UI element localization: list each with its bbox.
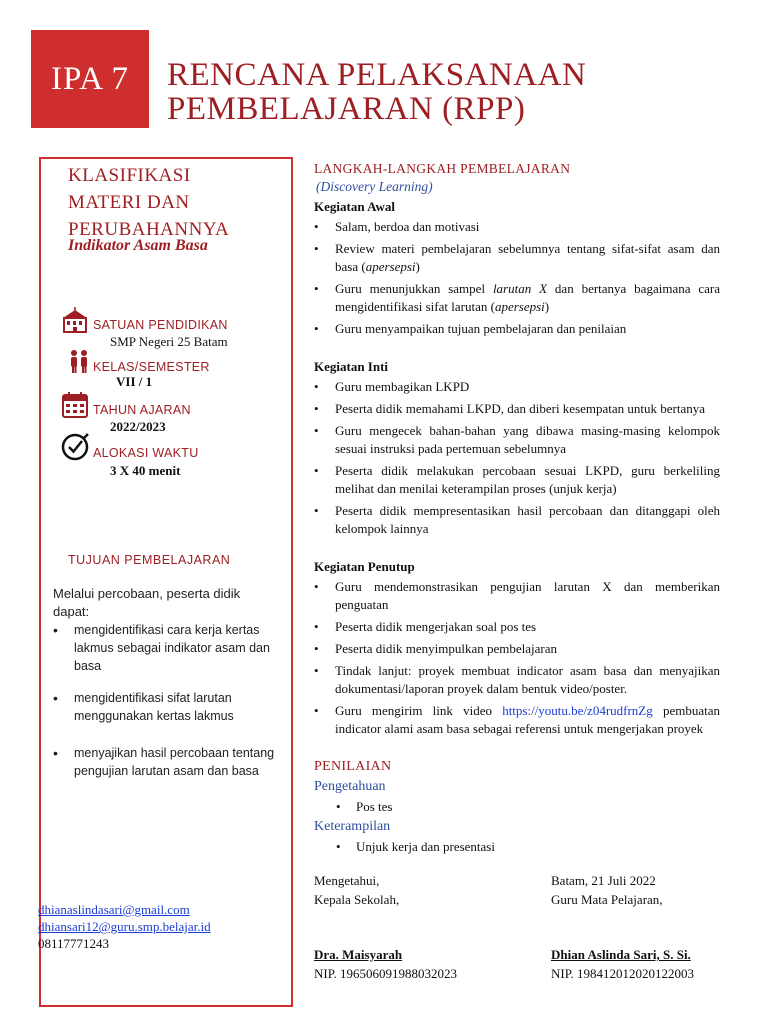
subject-badge (31, 30, 149, 128)
left-panel-frame (39, 157, 293, 1007)
list-item: • Peserta didik memahami LKPD, dan diberi kesempatan untuk bertanya (314, 400, 720, 418)
title-line-1: RENCANA PELAKSANAAN (167, 57, 587, 93)
learning-model: (Discovery Learning) (316, 179, 433, 194)
topic-line-2: MATERI DAN (68, 192, 190, 213)
list-item: • Peserta didik mempresentasikan hasil percobaan dan ditanggapi oleh kelompok lainnya (314, 502, 720, 538)
topic-subtitle: Indikator Asam Basa (68, 237, 208, 254)
skills-item: • Unjuk kerja dan presentasi (314, 838, 720, 856)
knowledge-label: Pengetahuan (314, 779, 386, 794)
time-label: ALOKASI WAKTU (93, 446, 199, 460)
learning-steps-column (314, 160, 720, 858)
list-item: • Guru mengecek bahan-bahan yang dibawa masing-masing kelompok sesuai instruksi pada pertemuan sebelumnya (314, 422, 720, 458)
signature-principal (314, 871, 457, 983)
signature-left-line2: Kepala Sekolah, (314, 892, 400, 907)
signature-left-line1: Mengetahui, (314, 873, 380, 888)
teacher-nip: NIP. 198412012020122003 (551, 966, 695, 981)
kegiatan-inti-list (314, 378, 720, 538)
topic-line-3: PERUBAHANNYA (68, 219, 230, 240)
signature-right-line1: Batam, 21 Juli 2022 (551, 873, 656, 888)
principal-nip: NIP. 196506091988032023 (314, 966, 458, 981)
list-item: • Guru menunjukkan sampel larutan X dan bertanya bagaimana cara mengidentifikasi sifat larutan (apersepsi) (314, 280, 720, 316)
kegiatan-awal-list (314, 218, 720, 338)
kegiatan-penutup-title: Kegiatan Penutup (314, 559, 415, 574)
teacher-name: Dhian Aslinda Sari, S. Si. (551, 947, 691, 962)
list-item: • Peserta didik melakukan percobaan sesuai LKPD, guru berkeliling melihat dan menilai keterampilan proses (unjuk kerja) (314, 462, 720, 498)
class-value: VII / 1 (116, 374, 153, 389)
principal-name: Dra. Maisyarah (314, 947, 403, 962)
knowledge-item: • Pos tes (314, 798, 720, 816)
school-label: SATUAN PENDIDIKAN (93, 318, 228, 332)
clock-check-icon (60, 432, 90, 462)
list-item: • Salam, berdoa dan motivasi (314, 218, 720, 236)
list-item: • Guru menyampaikan tujuan pembelajaran dan penilaian (314, 320, 720, 338)
skills-label: Keterampilan (314, 819, 391, 834)
year-label: TAHUN AJARAN (93, 403, 191, 417)
signature-teacher (551, 871, 694, 983)
list-item: • Guru membagikan LKPD (314, 378, 720, 396)
objective-item: • mengidentifikasi cara kerja kertas lakmus sebagai indikator asam dan basa (53, 621, 288, 675)
list-item: • Guru mendemonstrasikan pengujian larutan X dan memberikan penguatan (314, 578, 720, 614)
kegiatan-inti-title: Kegiatan Inti (314, 359, 389, 374)
students-icon (66, 348, 92, 374)
email-link-personal[interactable]: dhianaslindasari@gmail.com (38, 902, 190, 917)
email-link-school[interactable]: dhiansari12@guru.smp.belajar.id (38, 919, 211, 934)
steps-heading: LANGKAH-LANGKAH PEMBELAJARAN (314, 161, 571, 176)
time-value: 3 X 40 menit (110, 463, 181, 478)
kegiatan-awal-title: Kegiatan Awal (314, 199, 396, 214)
phone-number: 08117771243 (38, 936, 110, 951)
objective-item: • menyajikan hasil percobaan tentang pengujian larutan asam dan basa (53, 744, 288, 780)
school-building-icon (60, 306, 90, 336)
title-line-2: PEMBELAJARAN (RPP) (167, 91, 526, 127)
list-item: • Peserta didik menyimpulkan pembelajaran (314, 640, 720, 658)
contact-info (38, 901, 211, 952)
class-label: KELAS/SEMESTER (93, 360, 210, 374)
list-item: • Peserta didik mengerjakan soal pos tes (314, 618, 720, 636)
assessment-heading: PENILAIAN (314, 759, 392, 774)
signature-right-line2: Guru Mata Pelajaran, (551, 892, 663, 907)
objectives-heading: TUJUAN PEMBELAJARAN (68, 553, 231, 567)
list-item: • Tindak lanjut: proyek membuat indicator asam basa dan menyajikan dokumentasi/laporan proyek dalam bentuk video/poster. (314, 662, 720, 698)
school-value: SMP Negeri 25 Batam (110, 334, 228, 349)
page-title (167, 58, 757, 126)
topic-line-1: KLASIFIKASI (68, 165, 191, 186)
subject-badge-text: IPA 7 (50, 60, 130, 97)
objectives-intro: Melalui percobaan, peserta didik dapat: (53, 586, 241, 619)
video-link[interactable]: https://youtu.be/z04rudfrnZg (502, 703, 653, 718)
calendar-icon (60, 390, 90, 420)
kegiatan-penutup-list (314, 578, 720, 738)
year-value: 2022/2023 (110, 419, 166, 434)
topic-title (68, 162, 288, 243)
list-item: • Guru mengirim link video https://youtu.be/z04rudfrnZg pembuatan indicator alami asam basa sebagai referensi untuk mengerjakan proyek (314, 702, 720, 738)
list-item: • Review materi pembelajaran sebelumnya tentang sifat-sifat asam dan basa (apersepsi) (314, 240, 720, 276)
objective-item: • mengidentifikasi sifat larutan menggunakan kertas lakmus (53, 689, 288, 725)
